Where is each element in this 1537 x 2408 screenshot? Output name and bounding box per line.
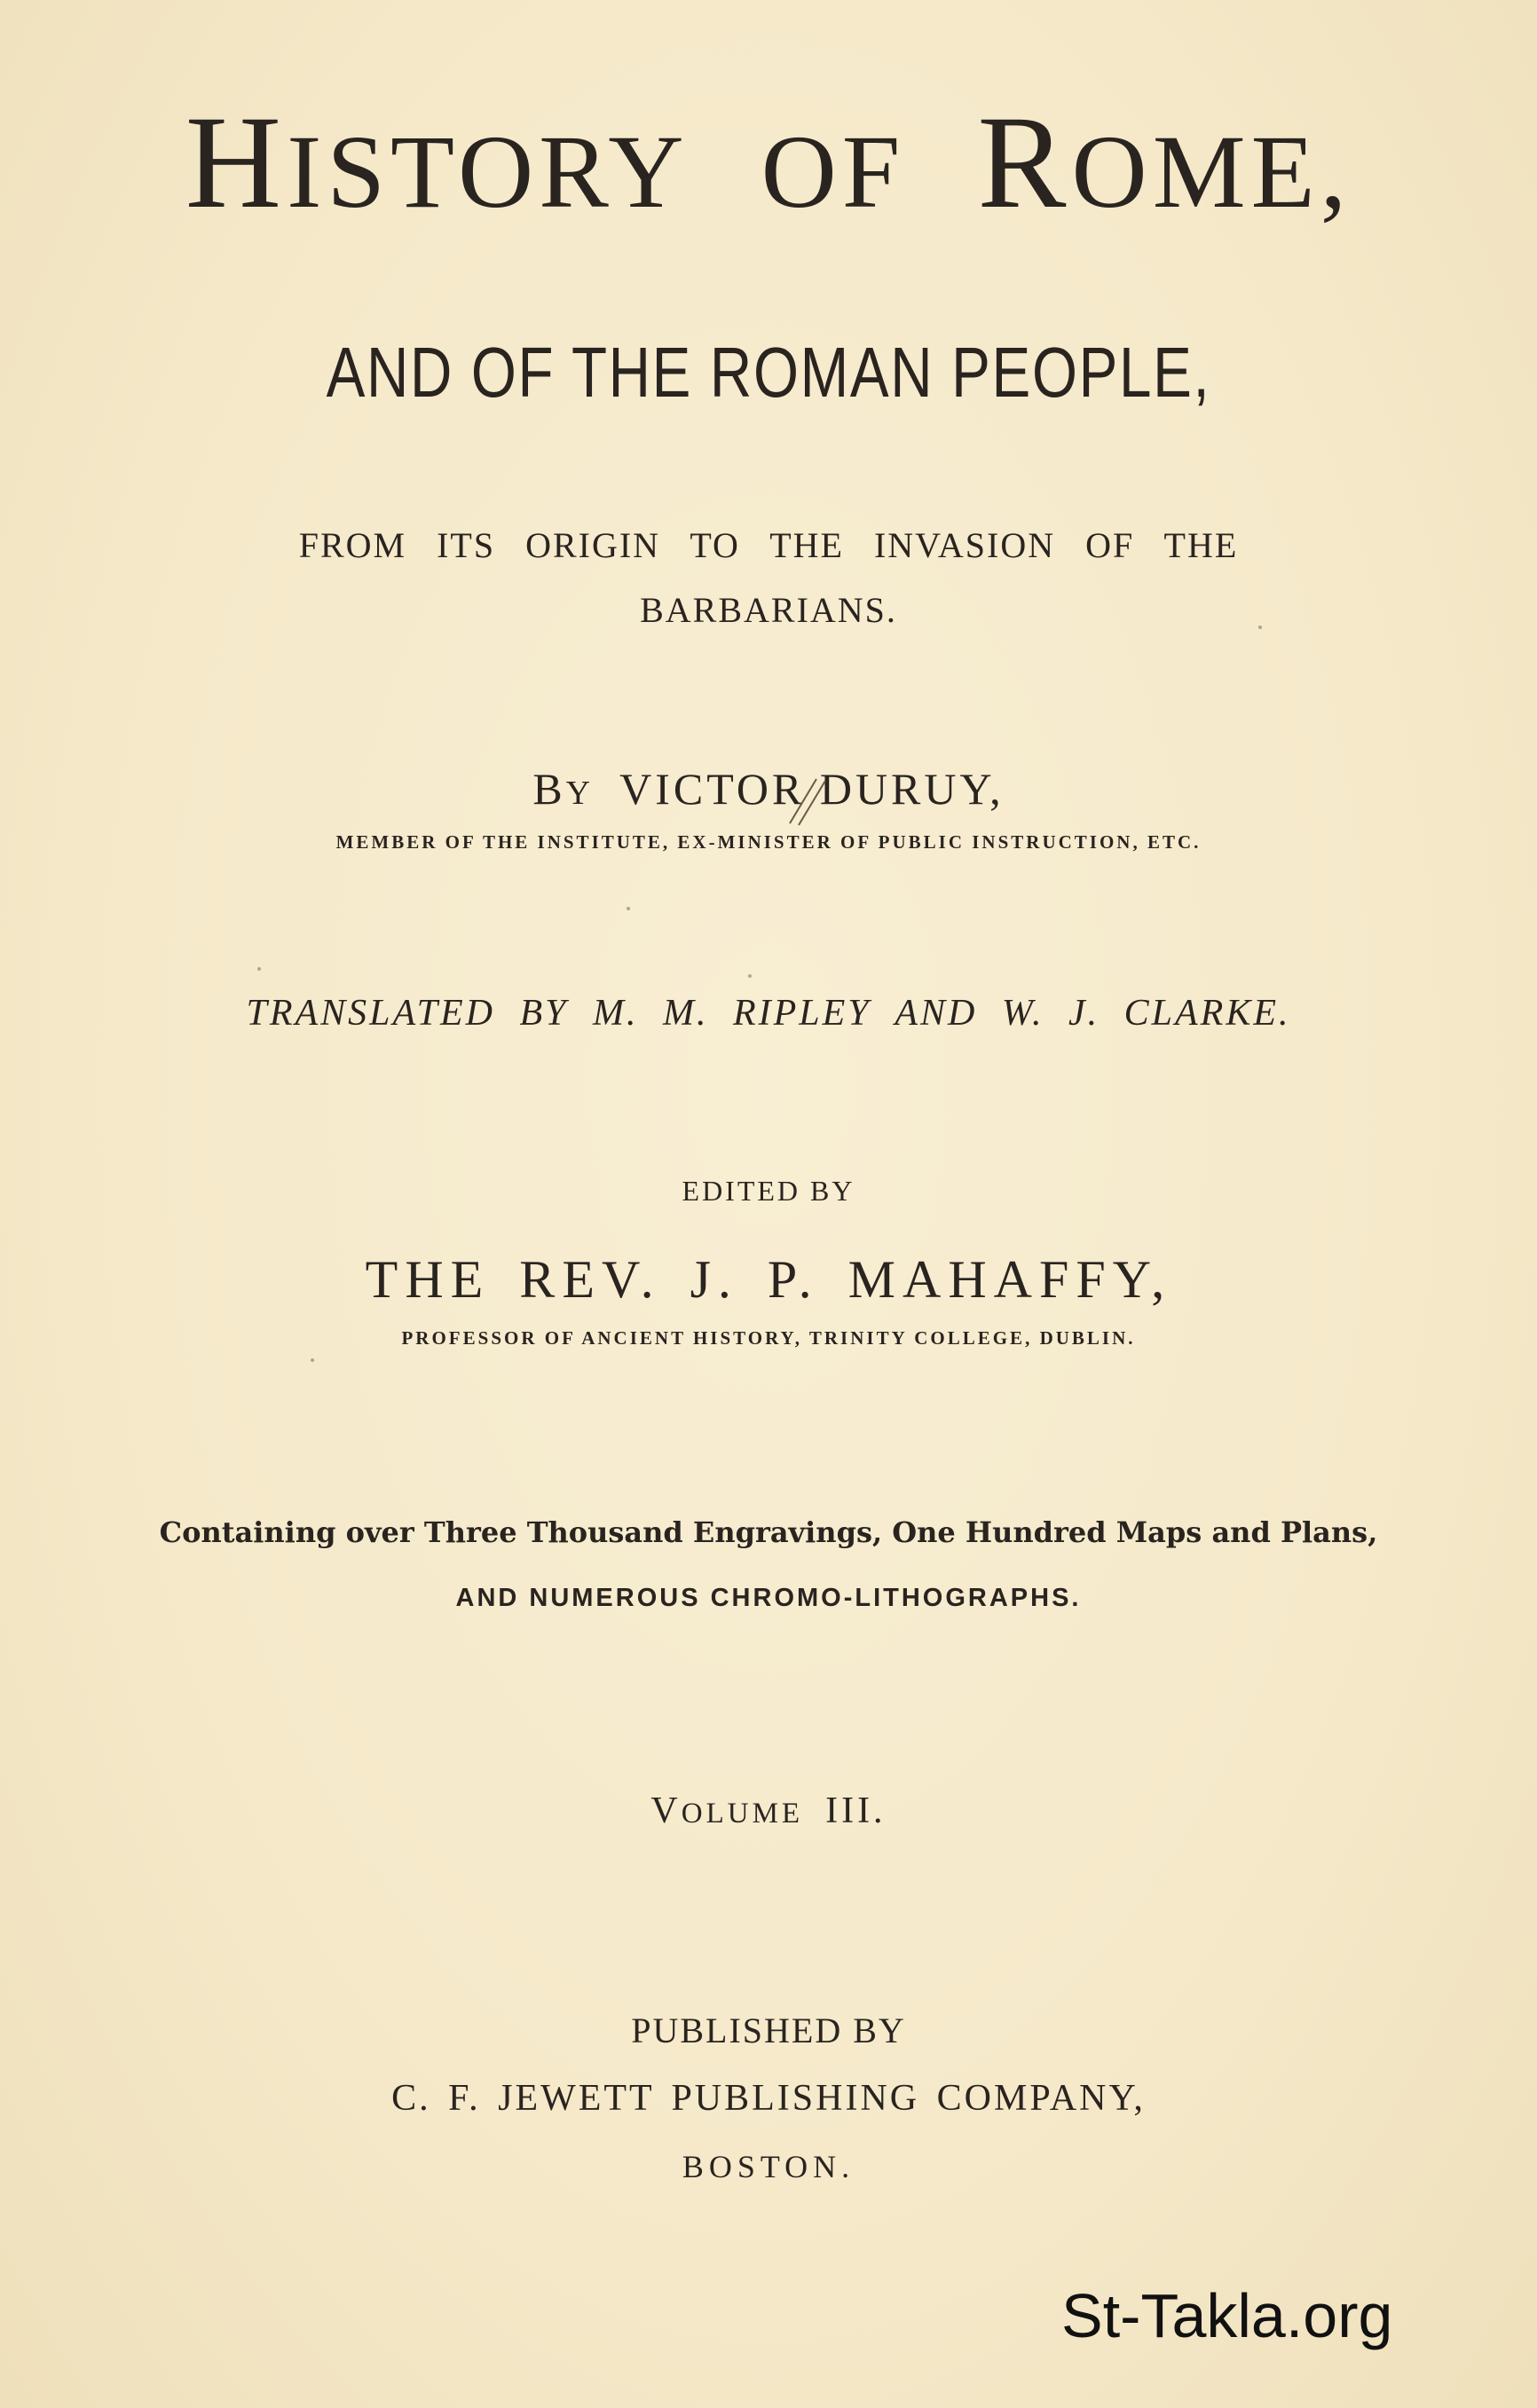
publisher-city: BOSTON. [682, 2149, 855, 2184]
from-line-1: FROM ITS ORIGIN TO THE INVASION OF THE [298, 525, 1239, 565]
author-by-rest: Y [565, 775, 595, 812]
chromo-lithographs-line: AND NUMEROUS CHROMO-LITHOGRAPHS. [455, 1584, 1082, 1612]
volume-word-rest: OLUME [681, 1798, 804, 1830]
title-initial-h: H [185, 89, 288, 236]
title-word-ome: OME, [1071, 114, 1352, 230]
author-by-initial: B [532, 764, 566, 814]
publisher-name: C. F. JEWETT PUBLISHING COMPANY, [391, 2078, 1146, 2119]
paper-speck [748, 974, 752, 978]
translators-line: TRANSLATED BY M. M. RIPLEY AND W. J. CLARKE. [246, 993, 1291, 1034]
contents-description: Containing over Three Thousand Engravings, One Hundred Maps and Plans, [159, 1515, 1378, 1549]
title-initial-r: R [977, 89, 1072, 236]
paper-speck [1258, 626, 1262, 629]
paper-speck [311, 1358, 314, 1362]
editor-name: THE REV. J. P. MAHAFFY, [365, 1250, 1172, 1309]
paper-speck [627, 907, 630, 910]
title-word-of: OF [761, 114, 906, 230]
author-name: VICTOR DURUY, [619, 764, 1005, 814]
pencil-mark-icon [781, 761, 834, 832]
editor-credentials: PROFESSOR OF ANCIENT HISTORY, TRINITY COLLEGE, DUBLIN. [401, 1327, 1136, 1349]
author-line [0, 763, 1537, 814]
author-credentials: MEMBER OF THE INSTITUTE, EX-MINISTER OF PUBLIC INSTRUCTION, ETC. [335, 831, 1202, 853]
watermark-logo: St-Takla.org [1061, 2281, 1393, 2350]
subtitle: AND OF THE ROMAN PEOPLE, [326, 333, 1211, 412]
published-by-label: PUBLISHED BY [631, 2011, 906, 2050]
volume-label [0, 1790, 1537, 1832]
book-title [0, 89, 1537, 236]
volume-number: III. [825, 1790, 887, 1831]
edited-by-label: EDITED BY [682, 1175, 855, 1207]
paper-speck [257, 967, 261, 971]
from-line-2: BARBARIANS. [640, 590, 897, 630]
title-word-istory: ISTORY [287, 114, 690, 230]
volume-initial: V [650, 1790, 682, 1831]
